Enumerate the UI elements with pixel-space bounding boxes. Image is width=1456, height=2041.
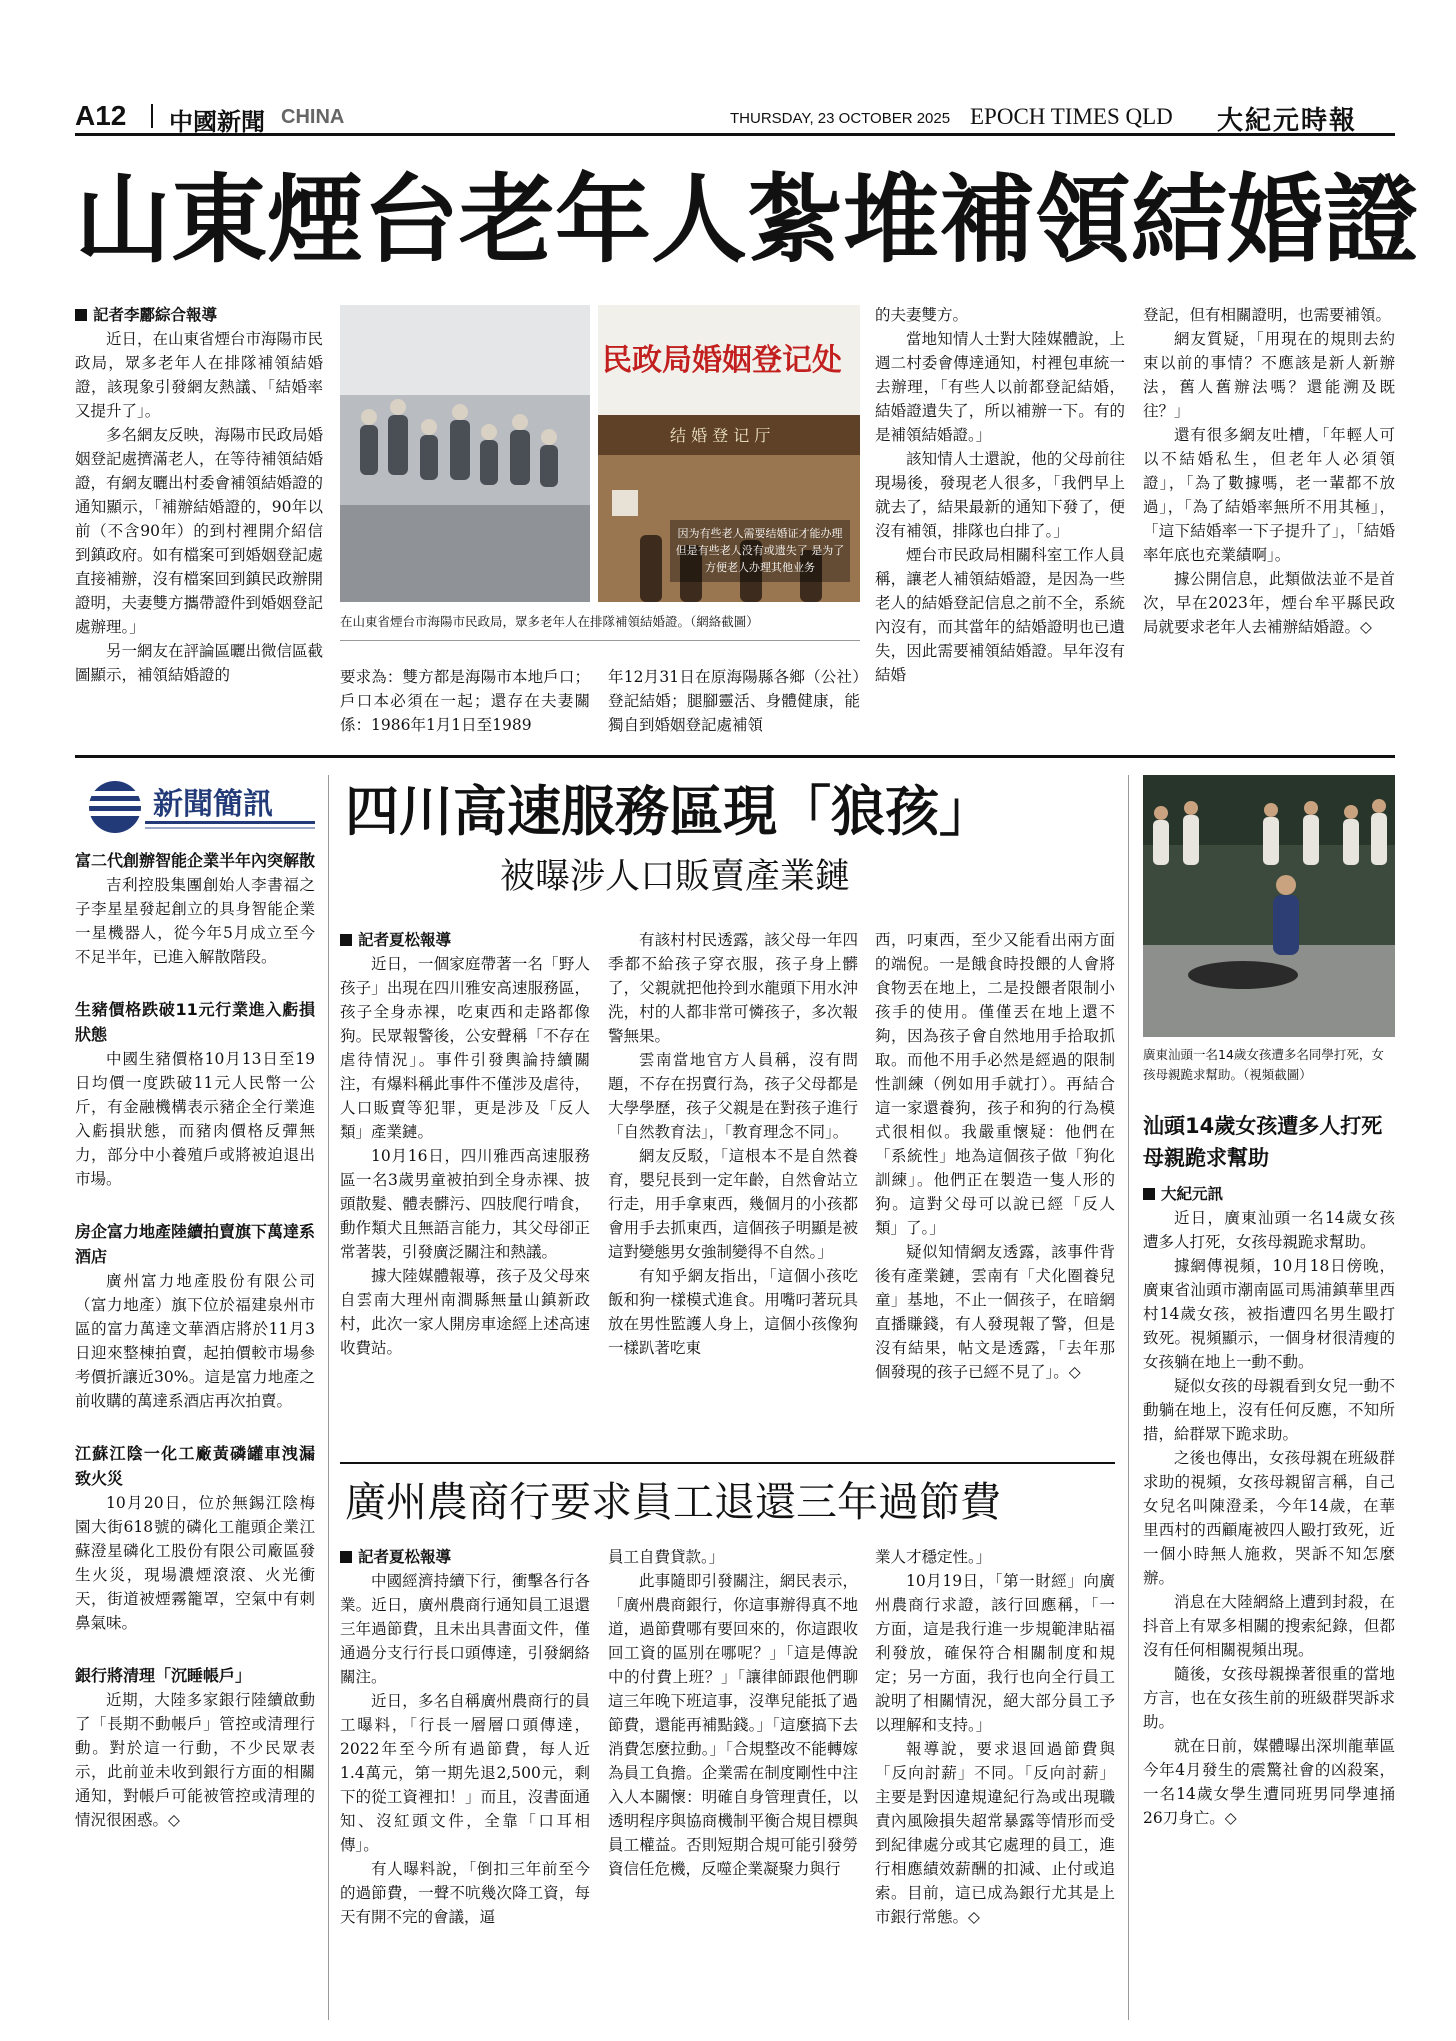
bank-column-2 <box>608 1545 858 2015</box>
shantou-photo-caption: 廣東汕頭一名14歲女孩遭多名同學打死，女孩母親跪求幫助。（視頻截圖） <box>1143 1047 1384 1082</box>
news-briefs-column <box>75 848 315 2018</box>
wolf-paragraph: 網友反駁，「這根本不是自然養育，嬰兒長到一定年齡，自然會站立行走，用手拿東西，幾個月的小孩都會用手去抓東西，這個孩子明顯是被這對變態男女強制變得不自然。」 <box>608 1147 858 1261</box>
brief-body: 近期，大陸多家銀行陸續啟動了「長期不動帳戶」管控或清理行動。對於這一行動，不少民眾表示，此前並未收到銀行方面的相關通知，對帳戶可能被管控或清理的情況很困惑。◇ <box>75 1691 315 1829</box>
lead-paragraph: 近日，在山東省煙台市海陽市民政局，眾多老年人在排隊補領結婚證，該現象引發網友熱議、「結婚率又提升了」。 <box>75 330 323 420</box>
wolf-headline: 四川高速服務區現「狼孩」 <box>345 780 993 843</box>
bank-headline: 廣州農商行要求員工退還三年過節費 <box>345 1478 1001 1526</box>
shantou-column <box>1143 1182 1395 2017</box>
bank-paragraph: 報導說，要求退回過節費與「反向討薪」不同。「反向討薪」主要是對因違規違紀行為或出現職責內風險損失超常暴露等情形而受到紀律處分或其它處理的員工，進行相應績效薪酬的扣減、止付或追索。目前，這已成為銀行尤其是上市銀行常態。◇ <box>875 1740 1115 1926</box>
column-rule <box>328 775 329 2020</box>
brief-item <box>75 997 315 1191</box>
wolf-paragraph: 據大陸媒體報導，孩子及父母來自雲南大理州南澗縣無量山鎮新政村，此次一家人開房車途經上述高速收費站。 <box>340 1267 590 1357</box>
brief-title: 銀行將清理「沉睡帳戶」 <box>75 1666 252 1685</box>
lead-photo <box>340 305 860 602</box>
wolf-paragraph: 近日，一個家庭帶著一名「野人孩子」出現在四川雅安高速服務區，孩子全身赤裸，吃東西和走路都像狗。民眾報警後，公安聲稱「不存在虐待情況」。事件引發輿論持續關注，有爆料稱此事件不僅涉及虐待，人口販賣等犯罪，更是涉及「反人類」產業鏈。 <box>340 955 590 1141</box>
wolf-paragraph: 雲南當地官方人員稱，沒有問題，不存在拐賣行為，孩子父母都是大學學歷，孩子父親是在對孩子進行「自然教育法」，「教育理念不同」。 <box>608 1051 858 1141</box>
wolf-paragraph: 有該村村民透露，該父母一年四季都不給孩子穿衣服，孩子身上髒了，父親就把他拎到水龍頭下用水沖洗，村的人都非常可憐孩子，多次報警無果。 <box>608 931 858 1045</box>
section-divider <box>75 755 1395 758</box>
wolf-byline: 記者夏松報導 <box>340 928 590 952</box>
column-rule <box>1128 775 1129 2020</box>
section-name-en: CHINA <box>281 106 345 128</box>
wolf-subhead: 被曝涉人口販賣產業鏈 <box>500 857 851 897</box>
shantou-paragraph: 消息在大陸網絡上遭到封殺，在抖音上有眾多相關的搜索紀錄，但都沒有任何相關視頻出現。 <box>1143 1593 1395 1659</box>
wolf-column-2 <box>608 928 858 1448</box>
lead-paragraph: 另一網友在評論區曬出微信區截圖顯示，補領結婚證的 <box>75 642 323 684</box>
news-briefs-title: 新聞簡訊 <box>153 787 273 822</box>
lead-paragraph: 據公開信息，此類做法並不是首次，早在2023年，煙台牟平縣民政局就要求老年人去補辦結婚證。◇ <box>1143 570 1395 636</box>
wolf-column-1 <box>340 928 590 1448</box>
lead-paragraph: 年12月31日在原海陽縣各鄉（公社）登記結婚；腿腳靈活、身體健康，能獨自到婚姻登記處補領 <box>608 668 860 734</box>
brief-body: 吉利控股集團創始人李書福之子李星星發起創立的具身智能企業一星機器人，從今年5月成立至今不足半年，已進入解散階段。 <box>75 876 315 966</box>
shantou-byline: 大紀元訊 <box>1143 1182 1395 1206</box>
shantou-paragraph: 隨後，女孩母親操著很重的當地方言，也在女孩生前的班級群哭訴求助。 <box>1143 1665 1395 1731</box>
brief-title: 富二代創辦智能企業半年內突解散 <box>75 851 315 870</box>
caption-rule <box>340 640 860 641</box>
photo-video-subtitle: 因为有些老人需要结婚证才能办理 但是有些老人没有或遗失了 是为了方便老人办理其他业务 <box>675 527 845 574</box>
header-separator <box>151 104 153 128</box>
brief-item <box>75 1441 315 1635</box>
lead-column-4 <box>875 303 1125 743</box>
lead-paragraph: 多名網友反映，海陽市民政局婚姻登記處擠滿老人，在等待補領結婚證，有網友曬出村委會補領結婚證的通知顯示，「補辦結婚證的，90年以前（不含90年）的到村裡開介紹信到鎮政府。如有檔案可到婚姻登記處直接補辦，沒有檔案回到鎮民政辦開證明，夫妻雙方攜帶證件到婚姻登記處辦理。」 <box>75 426 323 636</box>
photo-sign-text: 民政局婚姻登记处 <box>602 343 842 378</box>
bank-byline: 記者夏松報導 <box>340 1545 590 1569</box>
brief-body: 廣州富力地產股份有限公司（富力地產）旗下位於福建泉州市區的富力萬達文華酒店將於11月3日迎來整棟拍賣，起拍價較市場參考價折讓近30%。這是富力地產之前收購的萬達系酒店再次拍賣。 <box>75 1272 315 1410</box>
wolf-paragraph: 西，叼東西，至少又能看出兩方面的端倪。一是餓食時投餵的人會將食物丟在地上，二是投餵者限制小孩手的使用。僅僅丟在地上還不夠，因為孩子會自然地用手拾取抓取。而他不用手必然是經過的限制性訓練（例如用手就打）。再結合這一家還養狗，孩子和狗的行為模式很相似。我嚴重懷疑：他們在「系統性」地為這個孩子做「狗化訓練」。他們正在製造一隻人形的狗。這對父母可以說已經「反人類」了。」 <box>875 931 1115 1237</box>
shantou-paragraph: 就在日前，媒體曝出深圳龍華區今年4月發生的震驚社會的凶殺案，一名14歲女學生遭同班男同學連捅26刀身亡。◇ <box>1143 1737 1395 1827</box>
news-briefs-header <box>75 775 315 835</box>
lead-column-5 <box>1143 303 1395 743</box>
lead-paragraph: 的夫妻雙方。 <box>875 306 969 324</box>
lead-paragraph: 該知情人士還說，他的父母前往現場後，發現老人很多，「我們早上就去了，結果最新的通知下發了，便沒有補領，排隊也白排了。」 <box>875 450 1125 540</box>
lead-paragraph: 還有很多網友吐槽，「年輕人可以不結婚私生，但老年人必須領證」，「為了數據嗎，老一輩都不放過」，「為了結婚率無所不用其極」，「這下結婚率一下子提升了」，「結婚率年底也充業績啊」。 <box>1143 426 1395 564</box>
bank-paragraph: 員工自費貸款。」 <box>608 1548 725 1566</box>
lead-column-2 <box>340 665 590 745</box>
page-number: A12 <box>75 100 127 131</box>
lead-paragraph: 當地知情人士對大陸媒體說，上週二村委會傳達通知，村裡包車統一去辦理，「有些人以前都登記結婚，結婚證遺失了，所以補辦一下。有的是補領結婚證。」 <box>875 330 1125 444</box>
shantou-paragraph: 之後也傳出，女孩母親在班級群求助的視頻，女孩母親留言稱，自己女兒名叫陳澄柔，今年14歲，在華里西村的西顧庵被四人毆打致死，近一個小時無人施救，哭訴不知怎麼辦。 <box>1143 1449 1395 1587</box>
brief-item <box>75 848 315 969</box>
brief-item <box>75 1663 315 1832</box>
brief-title: 生豬價格跌破11元行業進入虧損狀態 <box>75 1000 315 1044</box>
shantou-headline: 汕頭14歲女孩遭多人打死母親跪求幫助 <box>1143 1114 1383 1170</box>
bank-paragraph: 中國經濟持續下行，衝擊各行各業。近日，廣州農商行通知員工退還三年過節費，且未出具書面文件，僅通過分支行行長口頭傳達，引發網絡關注。 <box>340 1572 590 1686</box>
masthead-zh: 大紀元時報 <box>1217 106 1358 136</box>
page-header <box>75 100 1395 136</box>
brief-item <box>75 1219 315 1413</box>
bank-paragraph: 業人才穩定性。」 <box>875 1548 992 1566</box>
lead-column-1 <box>75 303 323 743</box>
brief-title: 房企富力地產陸續拍賣旗下萬達系酒店 <box>75 1222 315 1266</box>
brief-title: 江蘇江陰一化工廠黃磷罐車洩漏 致火災 <box>75 1444 315 1488</box>
masthead-en: EPOCH TIMES QLD <box>970 104 1173 129</box>
wolf-paragraph: 有知乎網友指出，「這個小孩吃飯和狗一樣模式進食。用嘴叼著玩具放在男性監護人身上，這個小孩像狗一樣趴著吃東 <box>608 1267 858 1357</box>
brief-body: 10月20日，位於無錫江陰梅園大街618號的磷化工龍頭企業江蘇澄星磷化工股份有限公司廠區發生火災，現場濃煙滾滾、火光衝天，街道被煙霧籠罩，空氣中有刺鼻氣味。 <box>75 1494 315 1632</box>
lead-byline: 記者李酈綜合報導 <box>75 303 323 327</box>
lead-paragraph: 要求為：雙方都是海陽市本地戶口；戶口本必須在一起；還存在夫妻關係：1986年1月1日至1989 <box>340 668 590 734</box>
bank-column-3 <box>875 1545 1115 2015</box>
photo-counter-sign: 结 婚 登 记 厅 <box>670 426 771 445</box>
shantou-paragraph: 疑似女孩的母親看到女兒一動不動躺在地上，沒有任何反應，不知所措，給群眾下跪求助。 <box>1143 1377 1395 1443</box>
section-name-zh: 中國新聞 <box>169 108 265 136</box>
wolf-column-3 <box>875 928 1115 1448</box>
bank-column-1 <box>340 1545 590 2015</box>
shantou-paragraph: 據網傳視頻，10月18日傍晚，廣東省汕頭市潮南區司馬浦鎮華里西村14歲女孩，被指遭四名男生毆打致死。視頻顯示，一個身材很清瘦的女孩躺在地上一動不動。 <box>1143 1257 1395 1371</box>
bank-paragraph: 有人曝料說，「倒扣三年前至今的過節費，一聲不吭幾次降工資，每天有開不完的會議，逼 <box>340 1860 590 1926</box>
lead-paragraph: 煙台市民政局相關科室工作人員稱，讓老人補領結婚證，是因為一些老人的結婚登記信息之前不全，系統內沒有，而其當年的結婚證明也已遺失，因此需要補領結婚證。早年沒有結婚 <box>875 546 1125 684</box>
lead-headline: 山東煙台老年人紮堆補領結婚證 <box>75 164 1419 276</box>
story-divider <box>340 1462 1115 1464</box>
lead-photo-caption: 在山東省煙台市海陽市民政局，眾多老年人在排隊補領結婚證。（網絡截圖） <box>340 614 759 629</box>
shantou-photo-illustration <box>1143 775 1395 1037</box>
brief-body: 中國生豬價格10月13日至19日均價一度跌破11元人民幣一公斤，有金融機構表示豬企全行業進入虧損狀態，而豬肉價格反彈無力，部分中小養殖戶或將被迫退出市場。 <box>75 1050 315 1188</box>
wolf-paragraph: 10月16日，四川雅西高速服務區一名3歲男童被拍到全身赤裸、披頭散髮、體表髒污、四肢爬行啃食，動作類犬且無語言能力，其父母卻正常著裝，引發廣泛關注和熱議。 <box>340 1147 590 1261</box>
issue-date: THURSDAY, 23 OCTOBER 2025 <box>730 110 951 127</box>
bank-paragraph: 此事隨即引發關注，網民表示，「廣州農商銀行，你這事辦得真不地道，過節費哪有要回來的，你這跟收回工資的區別在哪呢？」「這是傳說中的付費上班？」「讓律師跟他們聊這三年晚下班這事，沒準兒能抵了過節費，還能再補點錢。」「這麼搞下去消費怎麼拉動。」「合規整改不能轉嫁為員工負擔。企業需在制度剛性中注入人本關懷：明確自身管理責任，以透明程序與協商機制平衡合規目標與員工權益。否則短期合規可能引發勞資信任危機，反噬企業凝聚力與行 <box>608 1572 858 1878</box>
lead-column-3 <box>608 665 860 745</box>
bank-paragraph: 近日，多名自稱廣州農商行的員工曝料，「行長一層層口頭傳達，2022年至今所有過節費，每人近1.4萬元，第一期先退2,500元，剩下的從工資裡扣！」而且，沒書面通知、沒紅頭文件，全靠「口耳相傳」。 <box>340 1692 590 1854</box>
lead-paragraph: 網友質疑，「用現在的規則去約束以前的事情？不應該是新人新辦法，舊人舊辦法嗎？還能溯及既往？」 <box>1143 330 1395 420</box>
shantou-paragraph: 近日，廣東汕頭一名14歲女孩遭多人打死，女孩母親跪求幫助。 <box>1143 1209 1395 1251</box>
shantou-photo <box>1143 775 1395 1037</box>
lead-paragraph: 登記，但有相關證明，也需要補領。 <box>1143 306 1392 324</box>
bank-paragraph: 10月19日，「第一財經」向廣州農商行求證，該行回應稱，「一方面，這是我行進一步規範津貼福利發放，確保符合相關制度和規定；另一方面，我行也向全行員工說明了相關情況，絕大部分員工予以理解和支持。」 <box>875 1572 1115 1734</box>
wolf-paragraph: 疑似知情網友透露，該事件背後有產業鏈，雲南有「犬化圈養兒童」基地，不止一個孩子，在暗網直播賺錢，有人發現報了警，但是沒有結果，帖文是透露，「去年那個發現的孩子已經不見了」。◇ <box>875 1243 1115 1381</box>
